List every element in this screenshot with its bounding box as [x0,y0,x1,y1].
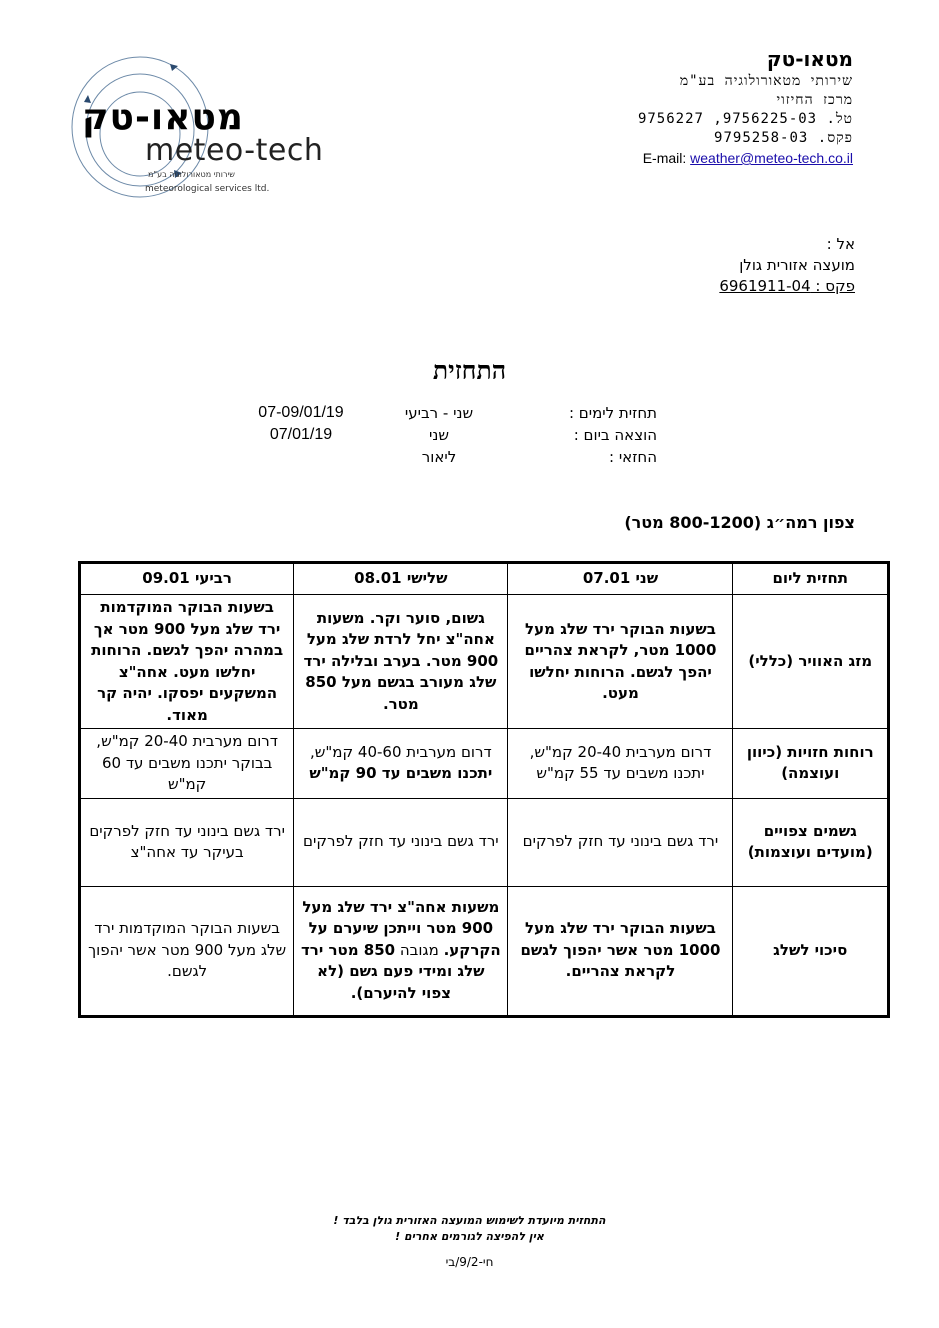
cell-weather-wednesday: בשעות הבוקר המוקדמות ירד שלג מעל 900 מטר אך במהרה יהפך לגשם. הרוחות יחלשו מעט. אחה"צ המשקעים יפסקו. יהיה קר מאוד. [80,595,294,729]
company-name: מטאו-טק [766,47,853,71]
footer-line-1: התחזית מיועדת לשימוש המועצה האזורית גולן בלבד ! [333,1214,606,1227]
snow-tuesday-bold: משעות אחה"צ ירד שלג מעל 900 מטר וייתכן שיערם על הקרקע. [302,897,501,959]
company-email-row [638,148,853,168]
winds-tuesday-bold: יתכנו משבים עד 90 קמ"ש [309,764,493,783]
forecast-days-value: שני - רביעי [404,404,474,422]
recipient-block [719,234,855,297]
company-header [638,46,853,168]
snow-tuesday-tail: 850 מטר ירד שלג ומידי פעם גשם (לא צפוי להיערם). [300,940,485,1002]
table-row-snow [80,886,889,1016]
company-fax: פקס. 9795258-03 [714,130,853,146]
cell-winds-wednesday: דרום מערבית 20-40 קמ"ש, בבוקר יתכנו משבים עד 60 קמ"ש [80,729,294,799]
header-tuesday: שלישי 08.01 [294,563,508,595]
region-heading: צפון רמה״ג (800-1200 מטר) [624,513,855,532]
issued-date: 07/01/19 [269,426,333,443]
company-phone: טל. 9756225-03, 9756227 [637,111,853,127]
footer-line-2: אין להפיצה לגורמים אחרים ! [395,1230,544,1243]
issued-label: הוצאה ביום : [573,426,657,444]
recipient-fax: פקס : 6961911-04 [719,277,855,295]
table-header-row [80,563,889,595]
company-description: שירותי מטאורולוגיה בע"מ [679,73,853,89]
forecast-table [78,561,890,1018]
logo-english-text: meteo-tech [145,133,324,168]
meta-values [379,402,499,468]
logo-english-subtitle: meteorological services ltd. [145,184,270,194]
cell-winds-monday: דרום מערבית 20-40 קמ"ש, יתכנו משבים עד 55 קמ"ש [508,729,733,799]
row-label-weather: מזג האוויר (כללי) [733,595,889,729]
table-row-rain [80,798,889,886]
recipient-to-label: אל : [826,235,855,253]
meta-labels [569,402,657,468]
row-label-snow: סיכוי לשלג [733,886,889,1016]
table-row-weather [80,595,889,729]
row-label-rain: גשמים צפויים (מועדים ועוצמות) [733,798,889,886]
document-title: התחזית [432,356,507,385]
company-logo [70,52,350,202]
meta-dates [241,402,361,446]
cell-snow-tuesday [294,886,508,1016]
forecaster-label: החזאי : [609,448,657,466]
company-department: מרכז החיזוי [776,92,853,108]
cell-rain-wednesday: ירד גשם בינוני עד חזק לפרקים בעיקר עד אחה"צ [80,798,294,886]
footer-code: חי-9/2/בי [445,1255,494,1269]
header-wednesday: רביעי 09.01 [80,563,294,595]
header-forecast-day: תחזית ליום [733,563,889,595]
winds-tuesday-normal: דרום מערבית 40-60 קמ"ש, [310,742,492,761]
cell-rain-monday: ירד גשם בינוני עד חזק לפרקים [508,798,733,886]
cell-weather-tuesday: גשום, סוער וקר. משעות אחה"צ יחל לרדת שלג מעל 900 מטר. בערב ובלילה ירד שלג מעורב בגשם מעל 850 מטר. [294,595,508,729]
cell-snow-monday: בשעות הבוקר ירד שלג מעל 1000 מטר אשר יהפוך לגשם לקראת צהריים. [508,886,733,1016]
footer-notice [0,1213,939,1245]
cell-snow-wednesday: בשעות הבוקר המוקדמות ירד שלג מעל 900 מטר אשר יהפוך לגשם. [80,886,294,1016]
logo-hebrew-text: מטאו-טק [82,97,244,138]
issued-value: שני [429,426,449,444]
email-label: E-mail: [642,150,687,166]
header-monday: שני 07.01 [508,563,733,595]
forecaster-value: ליאור [421,448,457,466]
forecast-days-date: 07-09/01/19 [258,404,344,421]
cell-rain-tuesday: ירד גשם בינוני עד חזק לפרקים [294,798,508,886]
email-link[interactable]: weather@meteo-tech.co.il [690,150,853,166]
forecast-days-label: תחזית לימים : [568,404,657,422]
snow-tuesday-normal: מגובה [399,940,439,959]
recipient-name: מועצה אזורית גולן [739,256,855,274]
table-row-winds [80,729,889,799]
cell-winds-tuesday [294,729,508,799]
cell-weather-monday: בשעות הבוקר ירד שלג מעל 1000 מטר, לקראת צהריים יהפך לגשם. הרוחות יחלשו מעט. [508,595,733,729]
logo-hebrew-subtitle: שירותי מטאורולוגיה בע"מ [148,170,235,179]
row-label-winds: רוחות חזויות (כיוון ועוצמה) [733,729,889,799]
